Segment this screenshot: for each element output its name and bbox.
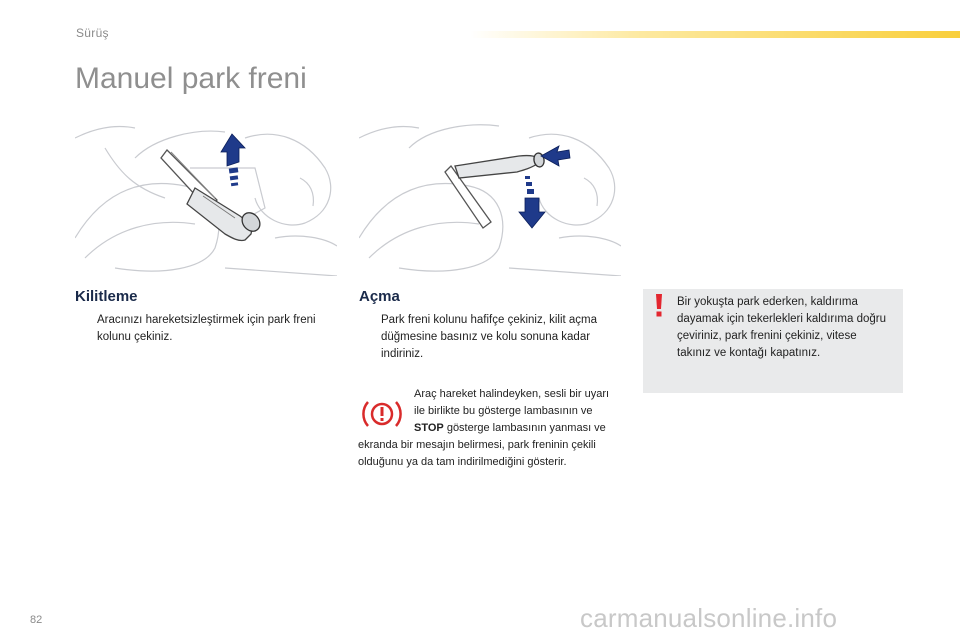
stop-label: STOP [414, 422, 444, 434]
locking-heading: Kilitleme [75, 288, 138, 305]
locking-instruction [75, 312, 337, 346]
opening-instruction [359, 312, 621, 363]
opening-heading: Açma [359, 288, 400, 305]
note-text: Bir yokuşta park ederken, kaldırıma dayamak için tekerlekleri kaldırıma doğru çeviriniz, park frenini çekiniz, vitese takınız ve kontağı kapatınız. [677, 296, 887, 359]
warning-text-before: Araç hareket halindeyken, sesli bir uyarı ile birlikte bu gösterge lambasının ve [414, 388, 610, 417]
warning-text-after: gösterge lambasının yanması ve ekranda bir mesajın belirmesi, park freninin çekili olduğunu ya da tam indirilmediğini gösterir. [358, 422, 606, 468]
handbrake-release-illustration [359, 118, 621, 276]
brake-warning-block [358, 386, 622, 471]
section-label: Sürüş [76, 26, 109, 40]
down-arrow-icon [519, 176, 545, 228]
up-arrow-icon [221, 134, 245, 186]
watermark: carmanualsonline.info [580, 603, 838, 633]
handbrake-lever [161, 150, 264, 241]
exclamation-icon [652, 292, 666, 318]
page-number: 82 [30, 614, 43, 626]
push-arrow-icon [541, 146, 570, 166]
opening-text: Park freni kolunu hafifçe çekiniz, kilit açma düğmesine basınız ve kolu sonuna kadar indiriniz. [381, 314, 598, 360]
brake-warning-icon [358, 392, 406, 436]
page-title: Manuel park freni [75, 62, 307, 95]
header-accent-bar [470, 31, 960, 38]
locking-text: Aracınızı hareketsizleştirmek için park freni kolunu çekiniz. [97, 314, 316, 343]
handbrake-pull-illustration [75, 118, 337, 276]
